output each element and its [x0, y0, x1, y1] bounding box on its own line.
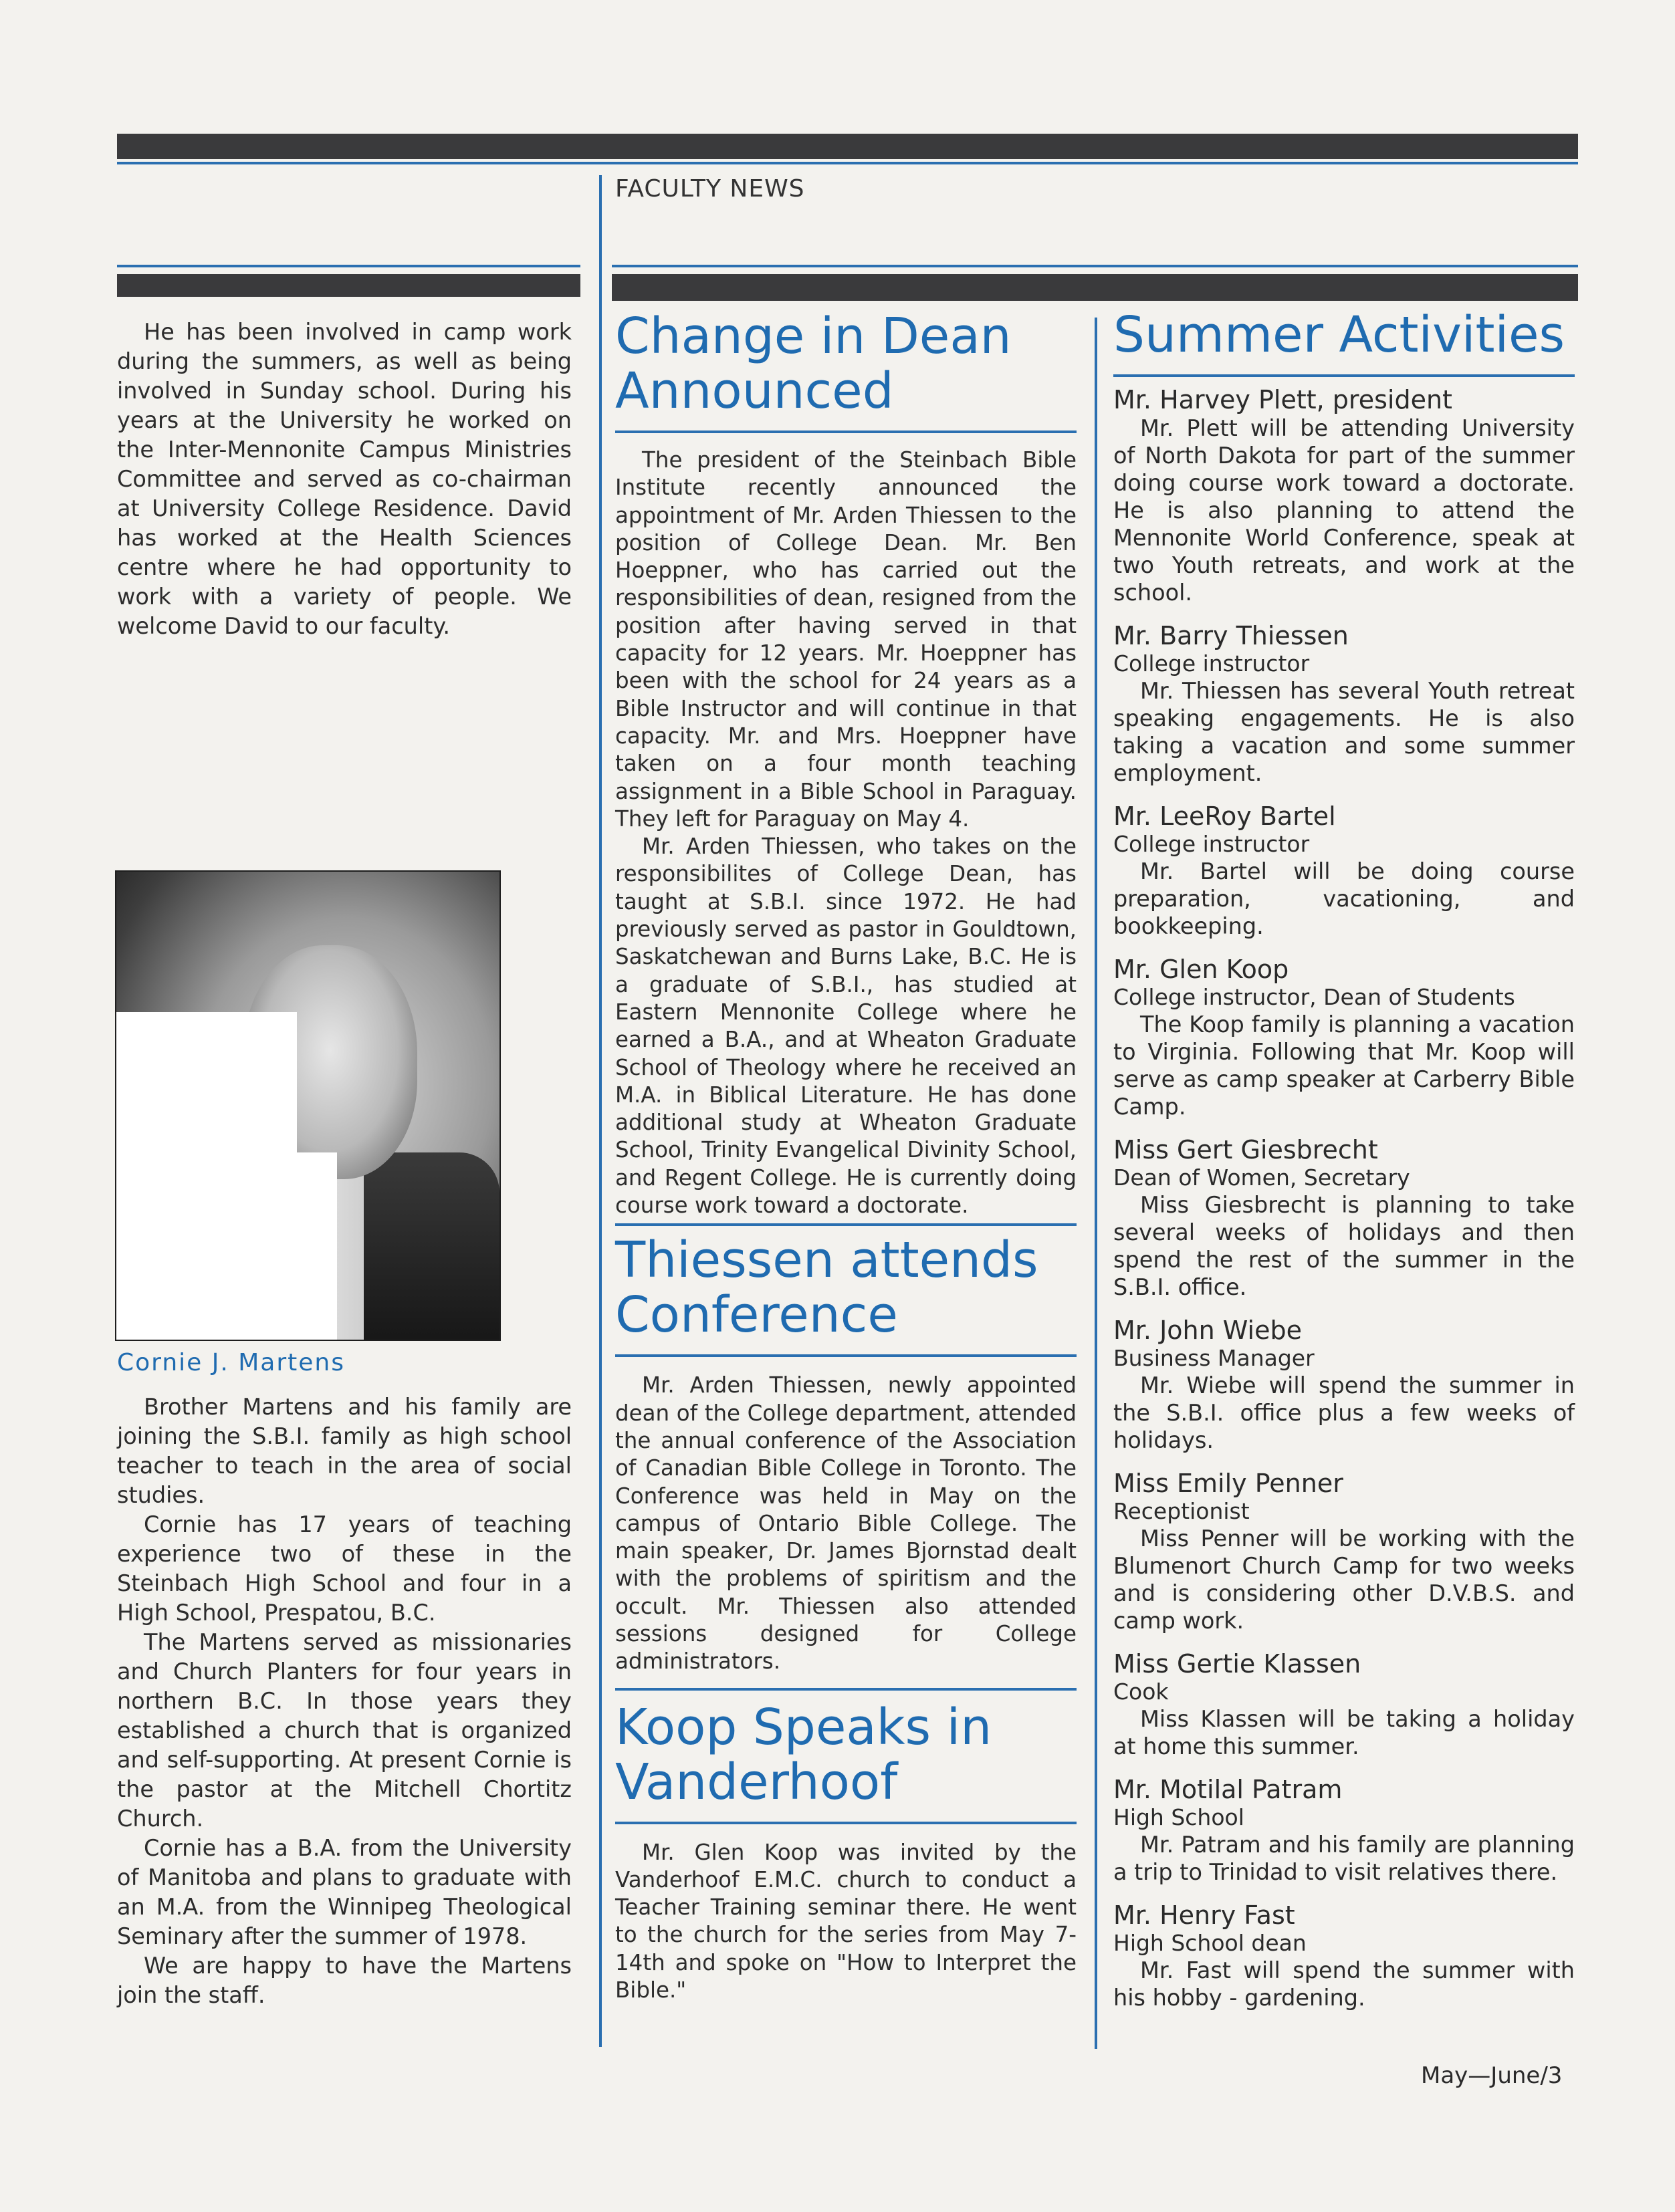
article-paragraph: Mr. Arden Thiessen, newly appointed dean of the College department, attended the annual conference of the Association of Canadian Bible College in Toronto. The Conference was held in May on the campus of Ontario Bible College. The main speaker, Dr. James Bjornstad dealt with the problems of spiritism and the occult. Mr. Thiessen also attended sessions designed for College administrators. — [615, 1372, 1077, 1675]
activity-entry — [1113, 1135, 1575, 1301]
article-thiessen-conference — [615, 1372, 1077, 1675]
left-column-bar — [117, 274, 580, 297]
left-column-rule — [117, 265, 580, 267]
headline-rule — [1113, 374, 1575, 377]
martens-paragraph: The Martens served as missionaries and Church Planters for four years in northern B.C. In those years they established a church that is organized and self-supporting. At present Cornie is the pastor at the Mitchell Chortitz Church. — [117, 1629, 572, 1832]
article-paragraph: Mr. Glen Koop was invited by the Vanderhoof E.M.C. church to conduct a Teacher Training seminar there. He went to the church for the series from May 7-14th and spoke on "How to Interpret the Bible." — [615, 1839, 1077, 2003]
entry-text: Mr. Patram and his family are planning a trip to Trinidad to visit relatives there. — [1113, 1832, 1575, 1885]
portrait-redaction-bottom — [116, 1152, 337, 1340]
activity-entry — [1113, 955, 1575, 1120]
headline-thiessen-conference: Thiessen attends Conference — [615, 1231, 1038, 1344]
entry-name: Mr. John Wiebe — [1113, 1316, 1302, 1345]
entry-text: Miss Klassen will be taking a holiday at home this summer. — [1113, 1706, 1575, 1759]
middle-column — [615, 309, 1077, 2004]
headline-rule — [615, 1354, 1077, 1357]
article-koop-vanderhoof — [615, 1839, 1077, 2005]
top-masthead-bar — [117, 134, 1578, 159]
entry-name: Miss Emily Penner — [1113, 1469, 1343, 1498]
entry-role: College instructor — [1113, 650, 1310, 677]
entry-name: Miss Gert Giesbrecht — [1113, 1135, 1378, 1164]
section-label: FACULTY NEWS — [615, 175, 805, 203]
martens-paragraph: Cornie has a B.A. from the University of Manitoba and plans to graduate with an M.A. from the Winnipeg Theological Seminary after the summer of 1978. — [117, 1835, 572, 1949]
article-change-in-dean — [615, 447, 1077, 1219]
activity-entry — [1113, 1900, 1575, 2011]
top-masthead-rule — [117, 162, 1578, 164]
activity-entry — [1113, 621, 1575, 787]
martens-paragraph: Brother Martens and his family are joining the S.B.I. family as high school teacher to teach in the area of social studies. — [117, 1394, 572, 1508]
activity-entry — [1113, 1469, 1575, 1634]
page-number: May—June/3 — [1421, 2062, 1563, 2089]
article-paragraph: Mr. Arden Thiessen, who takes on the responsibilites of College Dean, has taught at S.B.I. since 1972. He had previously served as pastor in Gouldtown, Saskatchewan and Burns Lake, B.C. He is a graduate of S.B.I., has studied at Eastern Mennonite College where he earned a B.A., and at Wheaton Graduate School of Theology where he received an M.A. in Biblical Literature. He has done additional study at Wheaton Graduate School, Trinity Evangelical Divinity School, and Regent College. He is currently doing course work toward a doctorate. — [615, 834, 1077, 1219]
activity-entry — [1113, 1649, 1575, 1760]
entry-role: Business Manager — [1113, 1345, 1315, 1371]
right-columns-rule — [612, 265, 1578, 267]
entry-text: Mr. Thiessen has several Youth retreat speaking engagements. He is also taking a vacation and some summer employment. — [1113, 678, 1575, 786]
martens-article — [117, 1392, 572, 2010]
entry-text: Miss Giesbrecht is planning to take several weeks of holidays and then spend the rest of the summer in the S.B.I. office. — [1113, 1192, 1575, 1300]
intro-paragraph: He has been involved in camp work during the summers, as well as being involved in Sunday school. During his years at the University he worked on the Inter-Mennonite Campus Ministries Committee and served as co-chairman at University College Residence. David has worked at the Health Sciences centre where he had opportunity to work with a variety of people. We welcome David to our faculty. — [117, 319, 572, 639]
entry-text: Miss Penner will be working with the Blumenort Church Camp for two weeks and is considering other D.V.B.S. and camp work. — [1113, 1525, 1575, 1634]
entry-role: High School — [1113, 1804, 1244, 1830]
article-divider — [615, 1688, 1077, 1691]
portrait-photo — [115, 870, 501, 1341]
martens-paragraph: Cornie has 17 years of teaching experience two of these in the Steinbach High School and four in a High School, Prespatou, B.C. — [117, 1511, 572, 1626]
entry-text: Mr. Fast will spend the summer with his hobby - gardening. — [1113, 1957, 1575, 2011]
entry-text: Mr. Wiebe will spend the summer in the S.B.I. office plus a few weeks of holidays. — [1113, 1372, 1575, 1453]
entry-name: Mr. Henry Fast — [1113, 1900, 1295, 1930]
entry-role: Dean of Women, Secretary — [1113, 1164, 1410, 1191]
article-paragraph: The president of the Steinbach Bible Institute recently announced the appointment of Mr. Arden Thiessen to the position of College Dean. Mr. Ben Hoeppner, who has carried out the responsibilities of dean, resigned from the position after having served in that capacity for 12 years. Mr. Hoeppner has been with the school for 24 years as a Bible Instructor and will continue in that capacity. Mr. and Mrs. Hoeppner have taken on a four month teaching assignment in a Bible School in Paraguay. They left for Paraguay on May 4. — [615, 447, 1077, 832]
entry-text: Mr. Bartel will be doing course preparation, vacationing, and bookkeeping. — [1113, 858, 1575, 939]
headline-change-in-dean: Change in Dean Announced — [615, 308, 1012, 420]
entry-name: Mr. Motilal Patram — [1113, 1775, 1343, 1804]
entry-name: Miss Gertie Klassen — [1113, 1649, 1361, 1679]
entry-role: High School dean — [1113, 1930, 1307, 1956]
activity-entry — [1113, 1775, 1575, 1886]
martens-paragraph: We are happy to have the Martens join the staff. — [117, 1953, 572, 2008]
article-divider — [615, 1223, 1077, 1226]
entry-role: Cook — [1113, 1679, 1169, 1705]
left-column — [117, 318, 572, 641]
headline-rule — [615, 1822, 1077, 1824]
photo-caption: Cornie J. Martens — [117, 1349, 346, 1376]
entry-text: The Koop family is planning a vacation to Virginia. Following that Mr. Koop will serve as camp speaker at Carberry Bible Camp. — [1113, 1011, 1575, 1120]
entry-name: Mr. LeeRoy Bartel — [1113, 802, 1336, 831]
headline-koop-vanderhoof: Koop Speaks in Vanderhoof — [615, 1698, 992, 1811]
entry-role: College instructor, Dean of Students — [1113, 984, 1515, 1010]
entry-name: Mr. Harvey Plett, president — [1113, 385, 1452, 414]
right-columns-bar — [612, 274, 1578, 301]
activity-entry — [1113, 1316, 1575, 1454]
column-divider-left — [599, 175, 602, 2047]
entry-role: College instructor — [1113, 831, 1310, 857]
activity-entry — [1113, 385, 1575, 606]
entry-role: Receptionist — [1113, 1498, 1250, 1524]
right-column — [1113, 308, 1575, 2026]
headline-rule — [615, 431, 1077, 433]
activity-entry — [1113, 802, 1575, 940]
headline-summer-activities: Summer Activities — [1113, 306, 1565, 364]
entry-name: Mr. Barry Thiessen — [1113, 621, 1349, 650]
entry-name: Mr. Glen Koop — [1113, 955, 1289, 984]
entry-text: Mr. Plett will be attending University of North Dakota for part of the summer doing course work toward a doctorate. He is also planning to attend the Mennonite World Conference, speak at two Youth retreats, and work at the school. — [1113, 415, 1575, 606]
column-divider-right — [1095, 318, 1097, 2049]
